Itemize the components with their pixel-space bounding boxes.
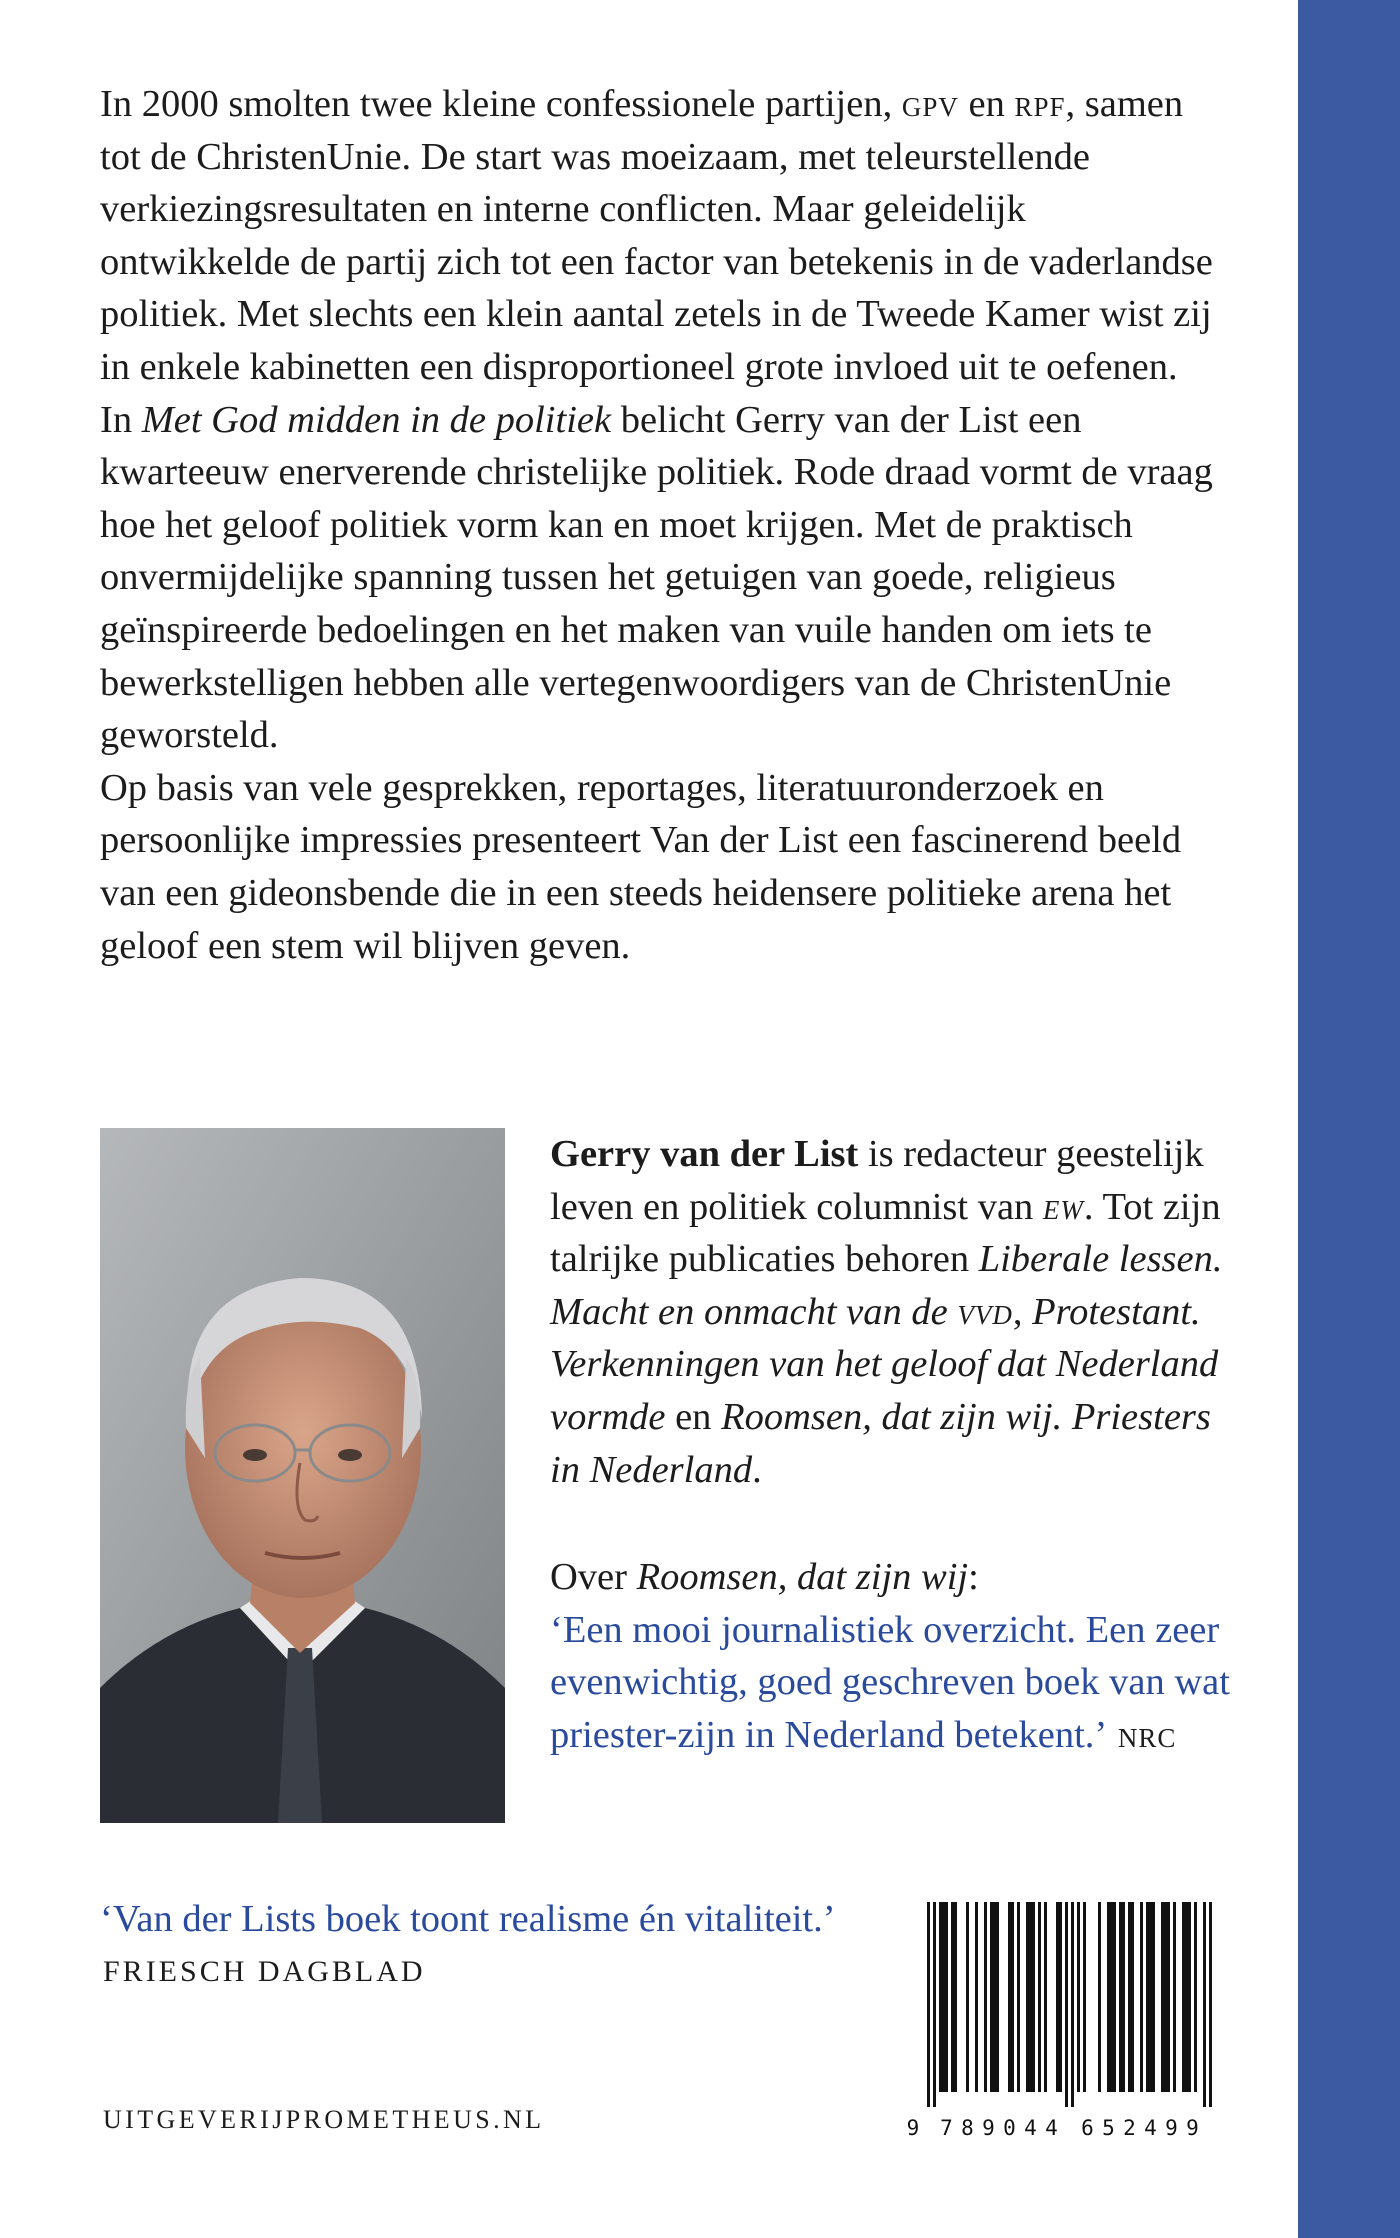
review-text: : (968, 1556, 979, 1599)
barcode-digit: 4 (1045, 2116, 1058, 2140)
bio-text: . (752, 1448, 762, 1491)
blurb (100, 78, 1225, 972)
blurb-text: , samen tot de ChristenUnie. De start was moeizaam, met teleurstellende verkiezingsresultaten en interne conflicten. Maar geleidelijk ontwikkelde de partij zich tot een factor van betekenis in de vaderlandse politiek. Met slechts een klein aantal zetels in de Tweede Kamer wist zij in enkele kabinetten een disproportioneel grote invloed uit te oefenen. (100, 83, 1213, 388)
review-intro (550, 1551, 1240, 1604)
barcode-bar (1098, 1902, 1101, 2092)
barcode-digit: 9 (1186, 2116, 1199, 2140)
barcode-bar (996, 1902, 999, 2092)
barcode-bar (933, 1902, 936, 2107)
barcode-bar (984, 1902, 987, 2092)
barcode-bar (1188, 1902, 1191, 2092)
barcode-bar (1194, 1902, 1197, 2092)
bio-text: . Tot zijn talrijke publicaties behoren (550, 1185, 1221, 1281)
blurb-text: In 2000 smolten twee kleine confessionele partijen, (100, 83, 902, 125)
barcode-bar (1119, 1902, 1122, 2092)
author-bio (550, 1128, 1240, 1762)
barcode-digit: 0 (1003, 2116, 1016, 2140)
barcode-bar (1203, 1902, 1206, 2107)
barcode-digit: 5 (1102, 2116, 1115, 2140)
barcode-bar (1029, 1902, 1032, 2092)
barcode-bar (1083, 1902, 1086, 2092)
bio-text: is redacteur geestelijk leven en politiek columnist van (550, 1133, 1204, 1228)
barcode-bar (1209, 1902, 1212, 2107)
barcode-bar (942, 1902, 945, 2092)
barcode-digit: 4 (1024, 2116, 1037, 2140)
blurb-text: belicht Gerry van der List een kwarteeuw enerverende christelijke politiek. Rode draad vormt de vraag hoe het geloof politiek vorm kan en moet krijgen. Met de praktisch onvermijdelijke spanning tussen het getuigen van goede, religieus geïnspireerde bedoelingen en het maken van vuile handen om iets te bewerkstelligen hebben alle vertegenwoordigers van de ChristenUnie geworsteld. (100, 398, 1213, 757)
spine-band (1298, 0, 1400, 2238)
blurb-paragraph-3: Op basis van vele gesprekken, reportages, literatuuronderzoek en persoonlijke impressies presenteert Van der List een fascinerend beeld van een gideonsbende die in een steeds heidensere politieke arena het geloof een stem wil blijven geven. (100, 766, 1182, 967)
author-name: Gerry van der List (550, 1133, 859, 1175)
bottom-quote-source: FRIESCH DAGBLAD (103, 1955, 426, 1988)
barcode-digit: 6 (1081, 2116, 1094, 2140)
bio-paragraph (550, 1128, 1240, 1496)
barcode-bar (1149, 1902, 1152, 2092)
barcode-bar (927, 1902, 930, 2107)
barcode-bar (1110, 1902, 1113, 2092)
barcode-bar (1164, 1902, 1167, 2092)
review-book-title: Roomsen, dat zijn wij (636, 1556, 969, 1599)
barcode-digit: 9 (982, 2116, 995, 2140)
blurb-text: In (100, 398, 142, 441)
barcode-digit: 9 (906, 2116, 920, 2140)
barcode-bar (939, 1902, 942, 2092)
review-source: nrc (1107, 1713, 1177, 1756)
blurb-text: en (958, 83, 1015, 125)
barcode-bar (1077, 1902, 1080, 2092)
barcode-bar (1038, 1902, 1041, 2092)
barcode-bar (1140, 1902, 1143, 2092)
barcode-bar (1185, 1902, 1188, 2092)
review-text: Over (550, 1556, 637, 1599)
magazine-ew: ew (1042, 1185, 1084, 1228)
barcode-bar (1107, 1902, 1110, 2092)
author-portrait-image (100, 1128, 505, 1823)
barcode-bar (1059, 1902, 1062, 2092)
barcode-bar (1152, 1902, 1155, 2092)
blurb-paragraph-1 (100, 78, 1225, 394)
barcode-bar (1056, 1902, 1059, 2092)
barcode-bar (990, 1902, 993, 2092)
barcode-graphic (905, 1897, 1235, 2142)
barcode-bar (1065, 1902, 1068, 2107)
barcode-bar (1161, 1902, 1164, 2092)
barcode-digit: 4 (1144, 2116, 1157, 2140)
review-quote-text: ‘Een mooi journalistiek overzicht. Een zeer evenwichtig, goed geschreven boek van wat priester-zijn in Nederland betekent.’ (550, 1608, 1230, 1756)
review-quote (550, 1604, 1240, 1762)
barcode-bar (1011, 1902, 1014, 2092)
barcode-digit: 7 (940, 2116, 953, 2140)
barcode-bar (951, 1902, 954, 2092)
barcode-bar (1008, 1902, 1011, 2092)
barcode-digit: 2 (1123, 2116, 1136, 2140)
publication-liberale-lessen: Liberale lessen. Macht en onmacht van de (550, 1238, 1223, 1333)
barcode-bar (993, 1902, 996, 2092)
barcode-bar (1026, 1902, 1029, 2092)
barcode-bar (1113, 1902, 1116, 2092)
isbn-barcode (905, 1897, 1235, 2142)
bio-text: , (1012, 1290, 1033, 1333)
barcode-bar (1128, 1902, 1131, 2092)
barcode-bar (1131, 1902, 1134, 2092)
barcode-bar (1071, 1902, 1074, 2107)
barcode-bar (954, 1902, 957, 2092)
blurb-paragraph-2 (100, 394, 1225, 762)
bottom-quote: ‘Van der Lists boek toont realisme én vitaliteit.’ (100, 1898, 836, 1940)
barcode-digit: 9 (1165, 2116, 1178, 2140)
bio-text: en (665, 1395, 722, 1438)
book-title: Met God midden in de politiek (141, 398, 612, 441)
publication-roomsen: Roomsen, dat zijn wij. Priesters in Nederland (550, 1395, 1211, 1491)
barcode-bar (945, 1902, 948, 2092)
publication-protestant: Protestant. Verkenningen van het geloof dat Nederland vormde (550, 1290, 1219, 1438)
author-photo (100, 1128, 505, 1823)
party-rpf: rpf (1014, 83, 1066, 125)
publisher-website: UITGEVERIJPROMETHEUS.NL (103, 2105, 545, 2134)
barcode-digit: 8 (961, 2116, 974, 2140)
barcode-bar (1182, 1902, 1185, 2092)
barcode-bar (1167, 1902, 1170, 2092)
barcode-bar (1017, 1902, 1020, 2092)
barcode-bar (966, 1902, 969, 2092)
barcode-bar (975, 1902, 978, 2092)
barcode-bar (1122, 1902, 1125, 2092)
barcode-bar (1173, 1902, 1176, 2092)
barcode-bar (1044, 1902, 1047, 2092)
party-gpv: gpv (901, 83, 959, 125)
barcode-bar (1032, 1902, 1035, 2092)
party-vvd: vvd (957, 1290, 1013, 1333)
barcode-bar (1146, 1902, 1149, 2092)
